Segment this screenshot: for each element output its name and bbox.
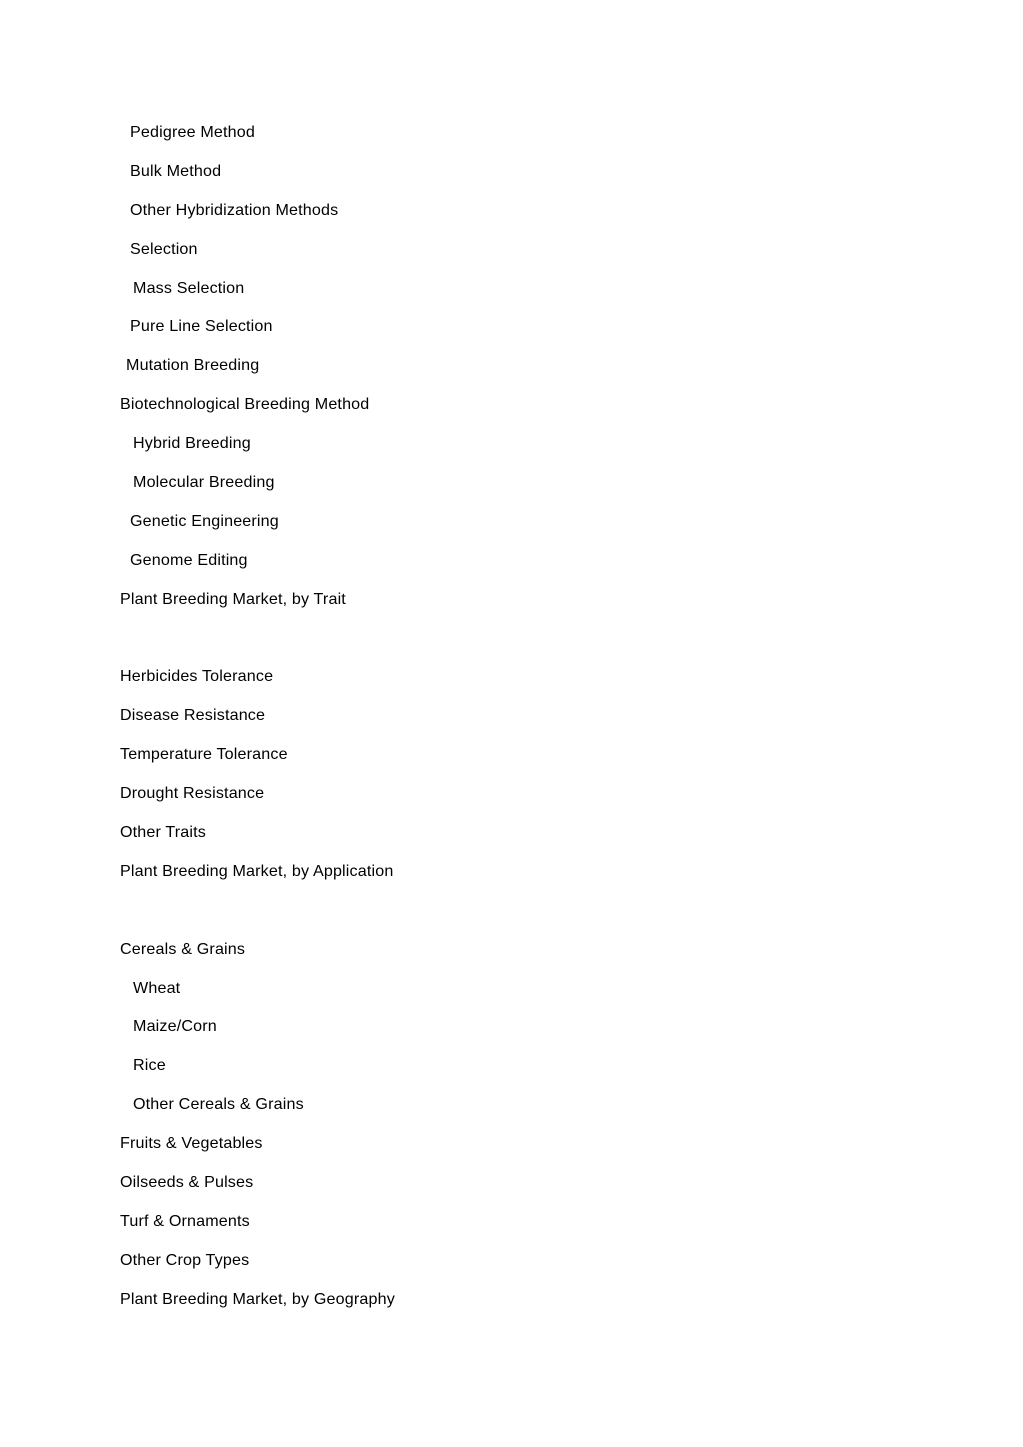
toc-entry: Temperature Tolerance	[120, 745, 288, 764]
toc-entry: Mutation Breeding	[126, 356, 260, 375]
toc-blank-line	[0, 619, 1023, 658]
toc-entry: Selection	[130, 239, 198, 258]
toc-entry: Cereals & Grains	[120, 939, 246, 958]
toc-entry: Molecular Breeding	[133, 473, 275, 492]
toc-entry: Genome Editing	[130, 550, 248, 569]
toc-entry: Plant Breeding Market, by Geography	[120, 1289, 395, 1308]
toc-entry: Other Traits	[120, 823, 206, 842]
toc-entry: Pure Line Selection	[130, 317, 273, 336]
toc-entry: Plant Breeding Market, by Application	[120, 861, 394, 880]
toc-entry: Bulk Method	[130, 161, 222, 180]
toc-entry: Hybrid Breeding	[133, 434, 251, 453]
toc-entry: Rice	[133, 1056, 166, 1075]
toc-entry: Maize/Corn	[133, 1017, 217, 1036]
toc-entry: Wheat	[133, 978, 181, 997]
toc-entry: Turf & Ornaments	[120, 1211, 250, 1230]
toc-blank-line	[0, 891, 1023, 930]
toc-entry: Fruits & Vegetables	[120, 1134, 263, 1153]
toc-entry: Other Cereals & Grains	[133, 1095, 304, 1114]
toc-entry: Plant Breeding Market, by Trait	[120, 589, 346, 608]
toc-entry: Mass Selection	[133, 278, 245, 297]
toc-entry: Disease Resistance	[120, 706, 266, 725]
toc-entry: Other Crop Types	[120, 1250, 250, 1269]
toc-entry: Drought Resistance	[120, 784, 265, 803]
toc-entry: Pedigree Method	[130, 123, 255, 141]
toc-list	[0, 113, 1023, 1319]
toc-entry: Genetic Engineering	[130, 511, 279, 530]
toc-entry: Other Hybridization Methods	[130, 200, 339, 219]
toc-entry: Biotechnological Breeding Method	[120, 395, 370, 414]
toc-entry: Oilseeds & Pulses	[120, 1173, 254, 1192]
toc-entry: Herbicides Tolerance	[120, 667, 274, 686]
